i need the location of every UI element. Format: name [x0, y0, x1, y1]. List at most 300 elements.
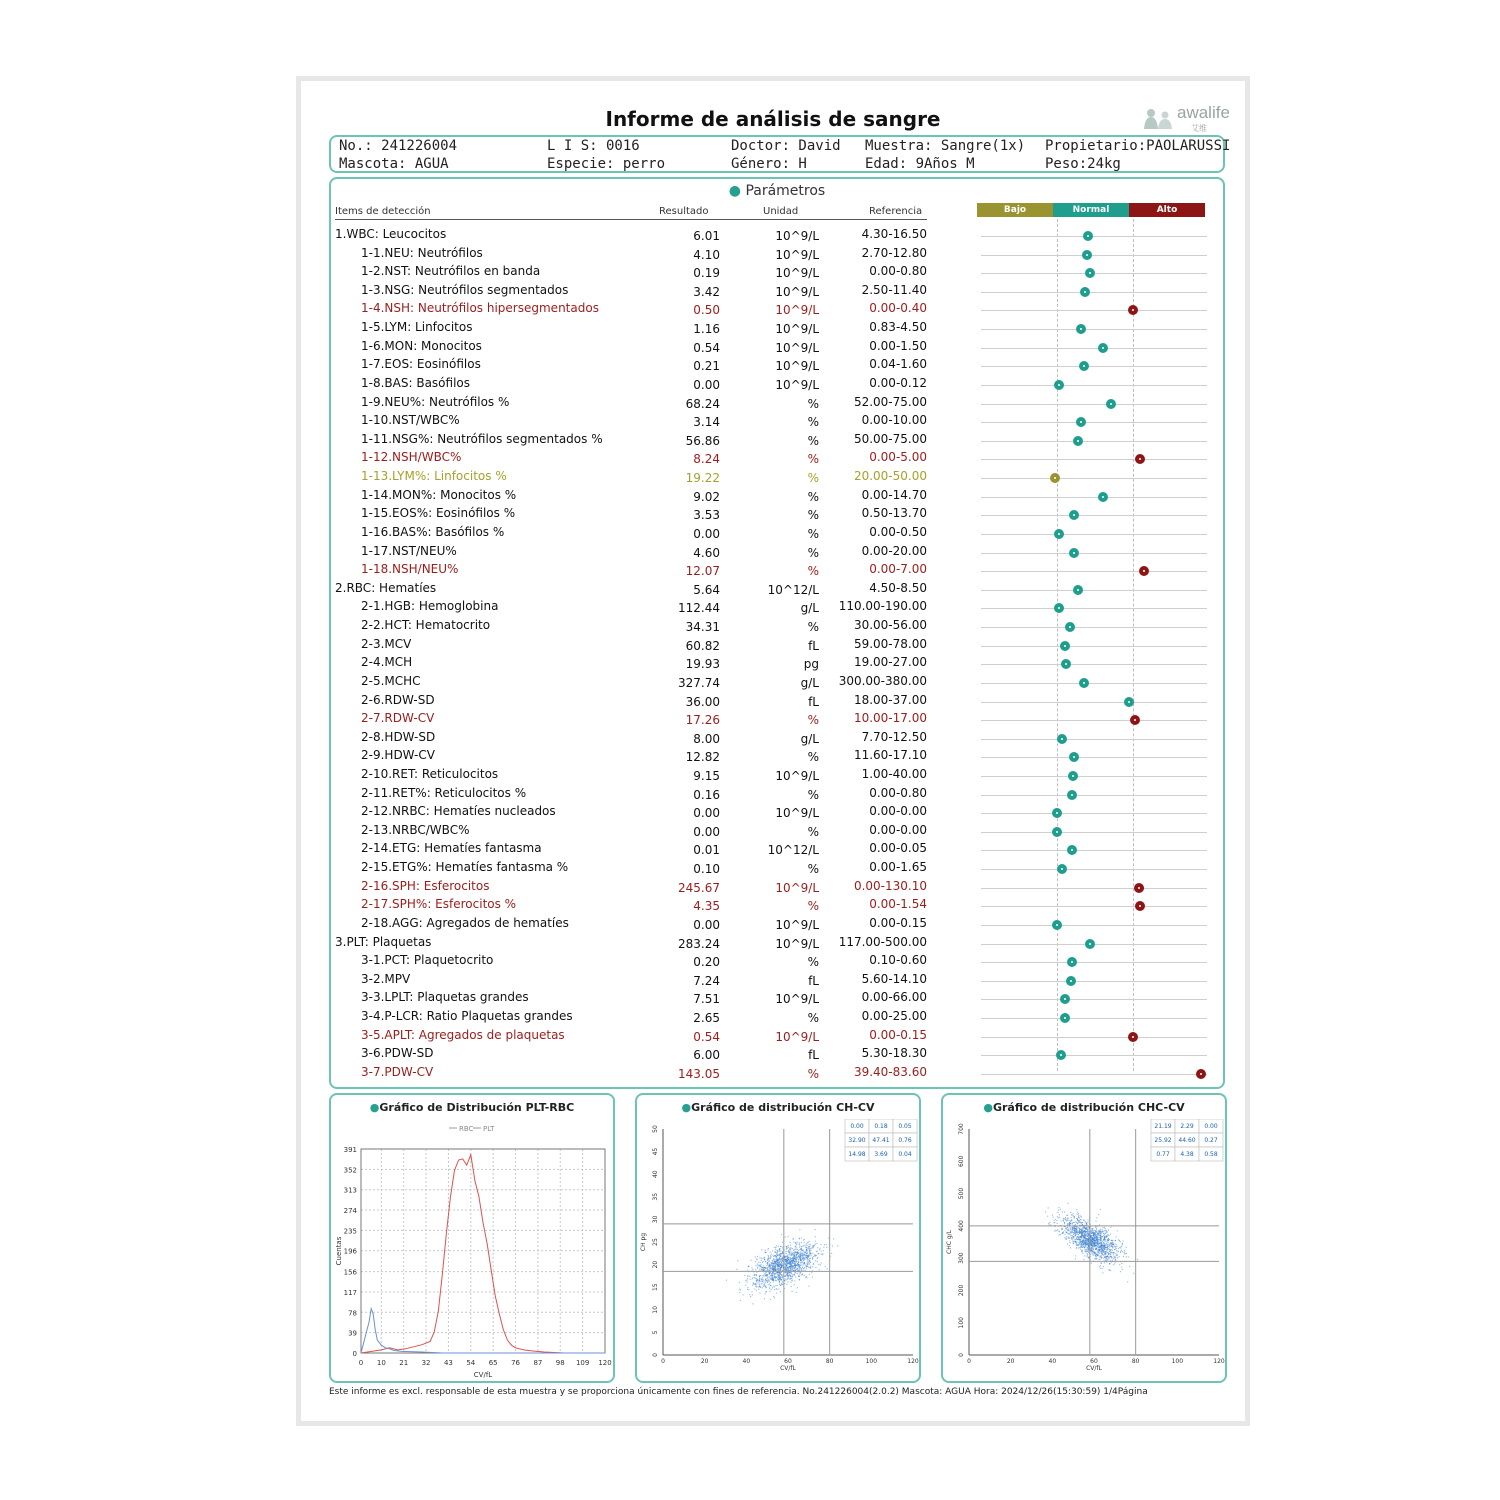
param-reference: 30.00-56.00 [853, 618, 927, 633]
scatter-point [763, 1281, 764, 1282]
scatter-point [769, 1277, 770, 1278]
scatter-point [1064, 1237, 1065, 1238]
scatter-point [1076, 1248, 1077, 1249]
scatter-point [763, 1286, 764, 1287]
scatter-point [1085, 1245, 1086, 1246]
scatter-point [799, 1242, 800, 1243]
scatter-point [775, 1278, 776, 1279]
scatter-point [1071, 1220, 1072, 1221]
param-name: 1-14.MON%: Monocitos % [361, 487, 517, 502]
scatter-point [808, 1286, 809, 1287]
y-axis-label: CH pg [640, 1232, 647, 1252]
scatter-point [1072, 1227, 1073, 1228]
param-unit: fL [808, 638, 819, 653]
scatter-point [1098, 1214, 1099, 1215]
scatter-point [747, 1282, 748, 1283]
scatter-point [780, 1277, 781, 1278]
scatter-point [761, 1249, 762, 1250]
scatter-point [1105, 1233, 1106, 1234]
x-axis-label: CV/fL [780, 1365, 796, 1372]
scatter-point [1075, 1233, 1076, 1234]
scatter-point [772, 1275, 773, 1276]
scatter-point [1088, 1242, 1089, 1243]
scatter-point [758, 1262, 759, 1263]
scatter-point [1101, 1242, 1102, 1243]
scatter-point [1081, 1249, 1082, 1250]
param-reference: 0.83-4.50 [869, 320, 927, 335]
scatter-point [1078, 1245, 1079, 1246]
stat-table-value: 4.38 [1180, 1151, 1194, 1158]
param-name: 1-17.NST/NEU% [361, 543, 457, 558]
scatter-point [1115, 1240, 1116, 1241]
logo-text: awalife [1177, 103, 1230, 122]
scatter-point [750, 1296, 751, 1297]
scatter-point [785, 1256, 786, 1257]
scatter-point [1100, 1233, 1101, 1234]
scatter-point [1080, 1237, 1081, 1238]
result-marker [1050, 473, 1060, 483]
scatter-point [772, 1268, 773, 1269]
scatter-point [1060, 1209, 1061, 1210]
scatter-point [1053, 1217, 1054, 1218]
plt-rbc-chart-panel [329, 1093, 615, 1383]
scatter-point [794, 1268, 795, 1269]
param-reference: 10.00-17.00 [853, 711, 927, 726]
param-result: 1.16 [693, 322, 720, 337]
scatter-point [1086, 1223, 1087, 1224]
scatter-point [805, 1245, 806, 1246]
scatter-point [1091, 1232, 1092, 1233]
x-tick-label: 40 [1048, 1358, 1057, 1365]
scatter-point [775, 1273, 776, 1274]
scatter-point [755, 1278, 756, 1279]
scatter-point [779, 1248, 780, 1249]
patient-info-box [329, 135, 1231, 173]
scatter-point [1096, 1242, 1097, 1243]
param-reference: 0.00-10.00 [861, 413, 927, 428]
scatter-point [796, 1269, 797, 1270]
scatter-point [806, 1247, 807, 1248]
scatter-point [777, 1264, 778, 1265]
scatter-point [1096, 1228, 1097, 1229]
scatter-point [745, 1280, 746, 1281]
scatter-point [779, 1284, 780, 1285]
scatter-point [1091, 1228, 1092, 1229]
scatter-point [1112, 1247, 1113, 1248]
scatter-point [1111, 1249, 1112, 1250]
scatter-point [1109, 1247, 1110, 1248]
scatter-point [776, 1280, 777, 1281]
scatter-point [1101, 1247, 1102, 1248]
scatter-point [776, 1293, 777, 1294]
scatter-point [759, 1286, 760, 1287]
scatter-point [794, 1284, 795, 1285]
scatter-point [1088, 1238, 1089, 1239]
scatter-point [1074, 1239, 1075, 1240]
scatter-point [794, 1263, 795, 1264]
scatter-point [794, 1254, 795, 1255]
x-axis-label: CV/fL [473, 1371, 493, 1379]
scatter-point [774, 1263, 775, 1264]
scatter-point [1078, 1234, 1079, 1235]
scatter-point [1076, 1232, 1077, 1233]
scatter-point [1124, 1253, 1125, 1254]
scatter-point [825, 1266, 826, 1267]
scatter-point [808, 1255, 809, 1256]
chc-cv-scatter [943, 1119, 1225, 1381]
y-tick-label: 25 [652, 1238, 659, 1246]
scatter-point [796, 1258, 797, 1259]
scatter-point [1082, 1242, 1083, 1243]
stat-table-value: 2.29 [1180, 1123, 1194, 1130]
scatter-point [778, 1278, 779, 1279]
owner-name: Propietario:PAOLARUSSI [1045, 138, 1231, 154]
scatter-point [791, 1251, 792, 1252]
scatter-point [1088, 1251, 1089, 1252]
scatter-point [1116, 1246, 1117, 1247]
stat-table-value: 0.00 [1204, 1123, 1218, 1130]
param-result: 68.24 [685, 396, 720, 411]
scatter-point [1061, 1233, 1062, 1234]
scatter-point [1086, 1240, 1087, 1241]
scatter-point [763, 1280, 764, 1281]
scatter-point [1080, 1219, 1081, 1220]
scatter-point [797, 1242, 798, 1243]
y-tick-label: 20 [652, 1260, 659, 1269]
param-unit: % [807, 862, 819, 877]
param-unit: % [807, 713, 819, 728]
scatter-point [780, 1264, 781, 1265]
param-result: 143.05 [678, 1066, 720, 1081]
param-name: 3-4.P-LCR: Ratio Plaquetas grandes [361, 1009, 573, 1024]
scatter-point [809, 1241, 810, 1242]
scatter-point [1070, 1229, 1071, 1230]
scatter-point [795, 1258, 796, 1259]
doctor-name: Doctor: David [731, 138, 841, 154]
scatter-point [768, 1265, 769, 1266]
scatter-point [768, 1280, 769, 1281]
stat-table-value: 44.60 [1178, 1137, 1196, 1144]
result-marker [1076, 417, 1086, 427]
x-tick-label: 120 [598, 1359, 612, 1367]
scatter-point [1108, 1240, 1109, 1241]
scatter-point [756, 1280, 757, 1281]
scatter-point [1108, 1242, 1109, 1243]
scatter-point [1099, 1256, 1100, 1257]
scatter-point [1103, 1250, 1104, 1251]
scatter-point [1080, 1226, 1081, 1227]
scatter-point [1094, 1233, 1095, 1234]
scatter-point [788, 1236, 789, 1237]
param-reference: 0.00-1.50 [869, 338, 927, 353]
scatter-point [772, 1278, 773, 1279]
scatter-point [1126, 1253, 1127, 1254]
param-name: 2-5.MCHC [361, 673, 421, 688]
scatter-point [791, 1261, 792, 1262]
scatter-point [784, 1283, 785, 1284]
scatter-point [1077, 1227, 1078, 1228]
result-marker [1085, 939, 1095, 949]
scatter-point [788, 1269, 789, 1270]
scatter-point [1076, 1243, 1077, 1244]
parameters-title: ● Parámetros [728, 183, 826, 199]
y-tick-label: 600 [958, 1155, 965, 1168]
param-unit: % [807, 471, 819, 486]
param-reference: 0.10-0.60 [869, 953, 927, 968]
param-name: 2-11.RET%: Reticulocitos % [361, 785, 527, 800]
x-tick-label: 109 [575, 1359, 590, 1367]
scatter-point [759, 1265, 760, 1266]
param-result: 3.14 [693, 415, 720, 430]
scatter-point [789, 1272, 790, 1273]
result-marker [1054, 529, 1064, 539]
row-guide-line [981, 1018, 1207, 1019]
scatter-point [1065, 1219, 1066, 1220]
param-result: 2.65 [693, 1011, 720, 1026]
scatter-point [757, 1258, 758, 1259]
scatter-point [1110, 1227, 1111, 1228]
param-name: 1-18.NSH/NEU% [361, 562, 459, 577]
scatter-point [1111, 1240, 1112, 1241]
scatter-point [807, 1256, 808, 1257]
scatter-point [766, 1291, 767, 1292]
row-guide-line [981, 534, 1207, 535]
scatter-point [791, 1255, 792, 1256]
param-name: 1-16.BAS%: Basófilos % [361, 524, 505, 539]
scatter-point [769, 1267, 770, 1268]
param-unit: % [807, 526, 819, 541]
scatter-point [773, 1273, 774, 1274]
plt-rbc-histogram [331, 1119, 613, 1381]
scatter-point [768, 1284, 769, 1285]
row-guide-line [981, 795, 1207, 796]
scatter-point [1085, 1221, 1086, 1222]
scatter-point [1123, 1241, 1124, 1242]
param-name: 1-5.LYM: Linfocitos [361, 320, 473, 335]
scatter-point [774, 1255, 775, 1256]
param-reference: 59.00-78.00 [853, 636, 927, 651]
scatter-point [763, 1265, 764, 1266]
scatter-point [1092, 1232, 1093, 1233]
scatter-point [1101, 1246, 1102, 1247]
scatter-point [1072, 1232, 1073, 1233]
param-result: 0.00 [693, 526, 720, 541]
param-unit: % [807, 415, 819, 430]
scatter-point [805, 1265, 806, 1266]
scatter-point [754, 1274, 755, 1275]
scatter-point [752, 1269, 753, 1270]
scatter-point [1103, 1255, 1104, 1256]
scatter-point [1112, 1260, 1113, 1261]
row-guide-line [981, 776, 1207, 777]
param-unit: 10^12/L [767, 582, 819, 597]
scatter-point [1102, 1232, 1103, 1233]
result-marker [1061, 659, 1071, 669]
scatter-point [810, 1266, 811, 1267]
scatter-point [1087, 1249, 1088, 1250]
scatter-point [1071, 1217, 1072, 1218]
scatter-point [817, 1247, 818, 1248]
param-unit: 10^9/L [775, 284, 819, 299]
scatter-point [776, 1254, 777, 1255]
y-tick-label: 78 [348, 1309, 357, 1318]
scatter-point [796, 1292, 797, 1293]
scatter-point [787, 1276, 788, 1277]
scatter-point [1110, 1234, 1111, 1235]
scatter-point [1068, 1230, 1069, 1231]
scatter-point [762, 1258, 763, 1259]
scatter-point [821, 1251, 822, 1252]
scatter-point [796, 1252, 797, 1253]
scatter-point [778, 1246, 779, 1247]
scatter-point [791, 1278, 792, 1279]
scatter-point [1113, 1252, 1114, 1253]
row-guide-line [981, 292, 1207, 293]
scatter-point [1088, 1237, 1089, 1238]
scatter-point [757, 1263, 758, 1264]
scatter-point [1077, 1214, 1078, 1215]
scatter-point [805, 1270, 806, 1271]
scatter-point [1087, 1239, 1088, 1240]
scatter-point [758, 1286, 759, 1287]
scatter-point [1084, 1238, 1085, 1239]
scatter-point [1073, 1232, 1074, 1233]
scatter-point [737, 1260, 738, 1261]
scatter-point [806, 1245, 807, 1246]
scatter-point [777, 1276, 778, 1277]
scatter-point [1106, 1243, 1107, 1244]
row-guide-line [981, 329, 1207, 330]
row-guide-line [981, 571, 1207, 572]
scatter-point [770, 1285, 771, 1286]
param-name: 1-6.MON: Monocitos [361, 338, 482, 353]
x-tick-label: 98 [555, 1359, 565, 1367]
scatter-point [1067, 1218, 1068, 1219]
scatter-point [1115, 1253, 1116, 1254]
scatter-point [1097, 1237, 1098, 1238]
scatter-point [1072, 1238, 1073, 1239]
scatter-point [776, 1245, 777, 1246]
scatter-point [1084, 1259, 1085, 1260]
param-result: 6.00 [693, 1048, 720, 1063]
scatter-point [1117, 1230, 1118, 1231]
species: Especie: perro [547, 156, 666, 172]
scatter-point [804, 1259, 805, 1260]
scatter-point [1110, 1250, 1111, 1251]
scatter-point [1094, 1238, 1095, 1239]
scatter-point [792, 1291, 793, 1292]
scatter-point [785, 1259, 786, 1260]
scatter-point [770, 1257, 771, 1258]
y-tick-label: 35 [652, 1192, 659, 1201]
scatter-point [1108, 1230, 1109, 1231]
scatter-point [798, 1256, 799, 1257]
param-result: 0.01 [693, 843, 720, 858]
scatter-point [1078, 1247, 1079, 1248]
scatter-point [766, 1265, 767, 1266]
param-name: 1-7.EOS: Eosinófilos [361, 357, 481, 372]
param-reference: 19.00-27.00 [853, 655, 927, 670]
scatter-point [767, 1267, 768, 1268]
result-marker [1098, 492, 1108, 502]
scatter-point [786, 1274, 787, 1275]
scatter-point [785, 1278, 786, 1279]
scatter-point [790, 1248, 791, 1249]
pets-logo-icon [1141, 105, 1175, 131]
param-unit: 10^9/L [775, 303, 819, 318]
param-reference: 4.50-8.50 [869, 580, 927, 595]
scatter-point [757, 1268, 758, 1269]
scatter-point [1074, 1241, 1075, 1242]
scatter-point [762, 1277, 763, 1278]
scatter-point [803, 1258, 804, 1259]
x-tick-label: 0 [661, 1358, 665, 1365]
scatter-point [1114, 1263, 1115, 1264]
scatter-point [1100, 1231, 1101, 1232]
scatter-point [739, 1289, 740, 1290]
scatter-point [1059, 1214, 1060, 1215]
scatter-point [1086, 1251, 1087, 1252]
pet-name: Mascota: AGUA [339, 156, 449, 172]
scatter-point [837, 1245, 838, 1246]
scatter-point [1075, 1241, 1076, 1242]
scatter-point [799, 1276, 800, 1277]
scatter-point [774, 1261, 775, 1262]
scatter-point [1117, 1251, 1118, 1252]
scatter-point [823, 1247, 824, 1248]
scatter-point [806, 1277, 807, 1278]
x-tick-label: 76 [511, 1359, 520, 1367]
scatter-point [793, 1260, 794, 1261]
scatter-point [1095, 1227, 1096, 1228]
scatter-point [775, 1251, 776, 1252]
scatter-point [1110, 1242, 1111, 1243]
scatter-point [767, 1274, 768, 1275]
row-guide-line [981, 553, 1207, 554]
scatter-point [1066, 1239, 1067, 1240]
scatter-point [778, 1268, 779, 1269]
scatter-point [779, 1250, 780, 1251]
scatter-point [811, 1272, 812, 1273]
scatter-point [806, 1244, 807, 1245]
scatter-point [778, 1277, 779, 1278]
scatter-point [780, 1267, 781, 1268]
scatter-point [773, 1281, 774, 1282]
scatter-point [1067, 1227, 1068, 1228]
scatter-point [1056, 1220, 1057, 1221]
scatter-point [1106, 1249, 1107, 1250]
scatter-point [777, 1273, 778, 1274]
scatter-point [1070, 1227, 1071, 1228]
scatter-point [770, 1275, 771, 1276]
scatter-point [749, 1276, 750, 1277]
scatter-point [1077, 1211, 1078, 1212]
param-reference: 0.00-1.54 [869, 897, 927, 912]
scatter-point [1123, 1256, 1124, 1257]
scatter-point [1098, 1249, 1099, 1250]
scatter-point [810, 1252, 811, 1253]
scatter-point [777, 1269, 778, 1270]
scatter-point [1065, 1238, 1066, 1239]
scatter-point [1114, 1249, 1115, 1250]
scatter-point [809, 1258, 810, 1259]
scatter-point [780, 1291, 781, 1292]
param-reference: 4.30-16.50 [861, 227, 927, 241]
stat-table-value: 0.27 [1204, 1137, 1218, 1144]
scatter-point [786, 1284, 787, 1285]
scatter-point [760, 1262, 761, 1263]
scatter-point [752, 1294, 753, 1295]
